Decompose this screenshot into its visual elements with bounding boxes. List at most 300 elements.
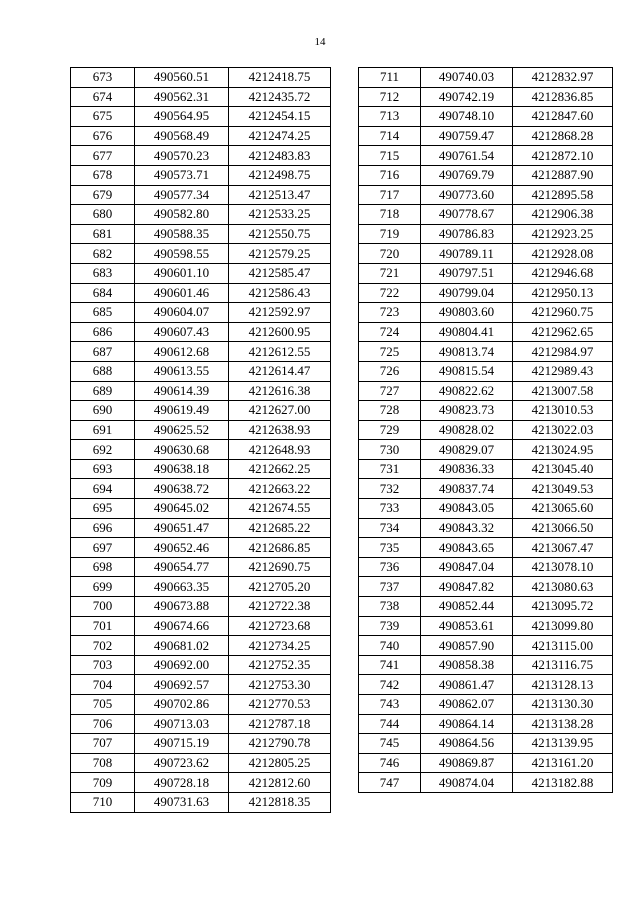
table-row [71,126,331,146]
table-row [359,557,613,577]
point-number-cell: 718 [359,205,421,225]
x-coordinate-cell: 490607.43 [135,322,229,342]
table-row [359,283,613,303]
point-number-cell: 728 [359,401,421,421]
y-coordinate-cell: 4212579.25 [229,244,331,264]
table-row [359,303,613,323]
x-coordinate-cell: 490568.49 [135,126,229,146]
point-number-cell: 696 [71,518,135,538]
coordinates-table-left [70,67,331,813]
x-coordinate-cell: 490822.62 [421,381,513,401]
table-row [71,263,331,283]
x-coordinate-cell: 490638.18 [135,459,229,479]
x-coordinate-cell: 490723.62 [135,753,229,773]
table-row [71,401,331,421]
y-coordinate-cell: 4212923.25 [513,224,613,244]
point-number-cell: 723 [359,303,421,323]
table-row [359,734,613,754]
table-row [359,420,613,440]
point-number-cell: 705 [71,695,135,715]
y-coordinate-cell: 4212498.75 [229,165,331,185]
table-row [71,361,331,381]
x-coordinate-cell: 490847.82 [421,577,513,597]
point-number-cell: 711 [359,68,421,88]
y-coordinate-cell: 4212872.10 [513,146,613,166]
x-coordinate-cell: 490663.35 [135,577,229,597]
point-number-cell: 710 [71,792,135,812]
y-coordinate-cell: 4212989.43 [513,361,613,381]
y-coordinate-cell: 4212790.78 [229,734,331,754]
table-row [359,165,613,185]
y-coordinate-cell: 4212627.00 [229,401,331,421]
x-coordinate-cell: 490829.07 [421,440,513,460]
y-coordinate-cell: 4212685.22 [229,518,331,538]
table-row [359,655,613,675]
x-coordinate-cell: 490773.60 [421,185,513,205]
y-coordinate-cell: 4212705.20 [229,577,331,597]
point-number-cell: 734 [359,518,421,538]
table-row [71,773,331,793]
point-number-cell: 686 [71,322,135,342]
x-coordinate-cell: 490857.90 [421,636,513,656]
x-coordinate-cell: 490769.79 [421,165,513,185]
table-row [359,538,613,558]
y-coordinate-cell: 4212454.15 [229,107,331,127]
point-number-cell: 690 [71,401,135,421]
point-number-cell: 746 [359,753,421,773]
x-coordinate-cell: 490862.07 [421,695,513,715]
table-row [359,87,613,107]
point-number-cell: 679 [71,185,135,205]
x-coordinate-cell: 490604.07 [135,303,229,323]
x-coordinate-cell: 490673.88 [135,597,229,617]
table-row [359,107,613,127]
x-coordinate-cell: 490654.77 [135,557,229,577]
coordinates-table-right-body [359,68,613,793]
y-coordinate-cell: 4212895.58 [513,185,613,205]
table-row [71,244,331,264]
point-number-cell: 677 [71,146,135,166]
point-number-cell: 726 [359,361,421,381]
point-number-cell: 680 [71,205,135,225]
y-coordinate-cell: 4212950.13 [513,283,613,303]
table-row [359,185,613,205]
point-number-cell: 716 [359,165,421,185]
x-coordinate-cell: 490799.04 [421,283,513,303]
point-number-cell: 675 [71,107,135,127]
table-row [71,146,331,166]
point-number-cell: 676 [71,126,135,146]
y-coordinate-cell: 4212832.97 [513,68,613,88]
y-coordinate-cell: 4212686.85 [229,538,331,558]
x-coordinate-cell: 490864.14 [421,714,513,734]
x-coordinate-cell: 490613.55 [135,361,229,381]
x-coordinate-cell: 490598.55 [135,244,229,264]
table-row [359,518,613,538]
y-coordinate-cell: 4212984.97 [513,342,613,362]
point-number-cell: 721 [359,263,421,283]
y-coordinate-cell: 4212753.30 [229,675,331,695]
y-coordinate-cell: 4212585.47 [229,263,331,283]
x-coordinate-cell: 490836.33 [421,459,513,479]
x-coordinate-cell: 490601.10 [135,263,229,283]
y-coordinate-cell: 4213095.72 [513,597,613,617]
y-coordinate-cell: 4212723.68 [229,616,331,636]
y-coordinate-cell: 4213116.75 [513,655,613,675]
y-coordinate-cell: 4213024.95 [513,440,613,460]
point-number-cell: 695 [71,499,135,519]
y-coordinate-cell: 4213182.88 [513,773,613,793]
point-number-cell: 740 [359,636,421,656]
table-row [359,597,613,617]
x-coordinate-cell: 490612.68 [135,342,229,362]
point-number-cell: 737 [359,577,421,597]
x-coordinate-cell: 490728.18 [135,773,229,793]
y-coordinate-cell: 4213130.30 [513,695,613,715]
x-coordinate-cell: 490740.03 [421,68,513,88]
point-number-cell: 692 [71,440,135,460]
table-row [359,244,613,264]
table-row [359,381,613,401]
table-row [71,538,331,558]
table-row [71,479,331,499]
point-number-cell: 719 [359,224,421,244]
x-coordinate-cell: 490786.83 [421,224,513,244]
table-row [71,381,331,401]
point-number-cell: 688 [71,361,135,381]
table-row [71,616,331,636]
point-number-cell: 709 [71,773,135,793]
x-coordinate-cell: 490692.57 [135,675,229,695]
table-row [359,695,613,715]
table-row [71,675,331,695]
point-number-cell: 697 [71,538,135,558]
point-number-cell: 736 [359,557,421,577]
x-coordinate-cell: 490638.72 [135,479,229,499]
x-coordinate-cell: 490742.19 [421,87,513,107]
table-row [71,734,331,754]
y-coordinate-cell: 4212868.28 [513,126,613,146]
point-number-cell: 712 [359,87,421,107]
x-coordinate-cell: 490858.38 [421,655,513,675]
x-coordinate-cell: 490803.60 [421,303,513,323]
table-row [359,224,613,244]
y-coordinate-cell: 4212612.55 [229,342,331,362]
x-coordinate-cell: 490761.54 [421,146,513,166]
y-coordinate-cell: 4212752.35 [229,655,331,675]
point-number-cell: 687 [71,342,135,362]
point-number-cell: 708 [71,753,135,773]
x-coordinate-cell: 490843.05 [421,499,513,519]
point-number-cell: 673 [71,68,135,88]
y-coordinate-cell: 4212674.55 [229,499,331,519]
point-number-cell: 700 [71,597,135,617]
table-row [359,342,613,362]
point-number-cell: 738 [359,597,421,617]
table-row [71,283,331,303]
page-number: 14 [314,36,326,48]
x-coordinate-cell: 490692.00 [135,655,229,675]
y-coordinate-cell: 4212513.47 [229,185,331,205]
y-coordinate-cell: 4213066.50 [513,518,613,538]
table-row [359,714,613,734]
y-coordinate-cell: 4212616.38 [229,381,331,401]
x-coordinate-cell: 490713.03 [135,714,229,734]
table-row [359,499,613,519]
point-number-cell: 678 [71,165,135,185]
point-number-cell: 747 [359,773,421,793]
x-coordinate-cell: 490797.51 [421,263,513,283]
x-coordinate-cell: 490573.71 [135,165,229,185]
y-coordinate-cell: 4213067.47 [513,538,613,558]
x-coordinate-cell: 490601.46 [135,283,229,303]
x-coordinate-cell: 490570.23 [135,146,229,166]
point-number-cell: 701 [71,616,135,636]
table-row [71,636,331,656]
y-coordinate-cell: 4212946.68 [513,263,613,283]
x-coordinate-cell: 490702.86 [135,695,229,715]
y-coordinate-cell: 4213007.58 [513,381,613,401]
table-row [71,205,331,225]
y-coordinate-cell: 4213045.40 [513,459,613,479]
table-row [359,440,613,460]
y-coordinate-cell: 4212928.08 [513,244,613,264]
point-number-cell: 698 [71,557,135,577]
point-number-cell: 722 [359,283,421,303]
point-number-cell: 713 [359,107,421,127]
point-number-cell: 683 [71,263,135,283]
y-coordinate-cell: 4212770.53 [229,695,331,715]
table-row [71,753,331,773]
y-coordinate-cell: 4212663.22 [229,479,331,499]
table-row [71,577,331,597]
y-coordinate-cell: 4212722.38 [229,597,331,617]
y-coordinate-cell: 4213128.13 [513,675,613,695]
y-coordinate-cell: 4213080.63 [513,577,613,597]
table-row [359,361,613,381]
y-coordinate-cell: 4212847.60 [513,107,613,127]
y-coordinate-cell: 4212906.38 [513,205,613,225]
point-number-cell: 693 [71,459,135,479]
x-coordinate-cell: 490614.39 [135,381,229,401]
table-row [71,440,331,460]
x-coordinate-cell: 490759.47 [421,126,513,146]
table-row [359,459,613,479]
point-number-cell: 703 [71,655,135,675]
point-number-cell: 681 [71,224,135,244]
point-number-cell: 694 [71,479,135,499]
point-number-cell: 674 [71,87,135,107]
y-coordinate-cell: 4212435.72 [229,87,331,107]
y-coordinate-cell: 4213049.53 [513,479,613,499]
point-number-cell: 684 [71,283,135,303]
table-row [71,322,331,342]
table-row [71,792,331,812]
x-coordinate-cell: 490674.66 [135,616,229,636]
point-number-cell: 689 [71,381,135,401]
y-coordinate-cell: 4213010.53 [513,401,613,421]
x-coordinate-cell: 490789.11 [421,244,513,264]
x-coordinate-cell: 490778.67 [421,205,513,225]
table-row [359,616,613,636]
table-row [359,146,613,166]
x-coordinate-cell: 490843.32 [421,518,513,538]
x-coordinate-cell: 490630.68 [135,440,229,460]
y-coordinate-cell: 4212474.25 [229,126,331,146]
point-number-cell: 707 [71,734,135,754]
x-coordinate-cell: 490651.47 [135,518,229,538]
table-row [71,597,331,617]
y-coordinate-cell: 4212533.25 [229,205,331,225]
point-number-cell: 704 [71,675,135,695]
point-number-cell: 706 [71,714,135,734]
table-row [71,695,331,715]
table-row [359,773,613,793]
table-row [71,68,331,88]
y-coordinate-cell: 4213138.28 [513,714,613,734]
y-coordinate-cell: 4212818.35 [229,792,331,812]
x-coordinate-cell: 490577.34 [135,185,229,205]
table-row [71,224,331,244]
x-coordinate-cell: 490731.63 [135,792,229,812]
table-row [71,714,331,734]
point-number-cell: 699 [71,577,135,597]
y-coordinate-cell: 4212734.25 [229,636,331,656]
x-coordinate-cell: 490852.44 [421,597,513,617]
table-row [359,205,613,225]
y-coordinate-cell: 4213099.80 [513,616,613,636]
point-number-cell: 682 [71,244,135,264]
point-number-cell: 720 [359,244,421,264]
table-row [71,420,331,440]
table-row [71,655,331,675]
point-number-cell: 691 [71,420,135,440]
point-number-cell: 743 [359,695,421,715]
table-row [71,185,331,205]
x-coordinate-cell: 490861.47 [421,675,513,695]
table-row [359,577,613,597]
point-number-cell: 729 [359,420,421,440]
x-coordinate-cell: 490815.54 [421,361,513,381]
table-row [359,126,613,146]
point-number-cell: 714 [359,126,421,146]
x-coordinate-cell: 490748.10 [421,107,513,127]
x-coordinate-cell: 490582.80 [135,205,229,225]
y-coordinate-cell: 4212787.18 [229,714,331,734]
y-coordinate-cell: 4213065.60 [513,499,613,519]
x-coordinate-cell: 490813.74 [421,342,513,362]
y-coordinate-cell: 4213022.03 [513,420,613,440]
point-number-cell: 733 [359,499,421,519]
y-coordinate-cell: 4212600.95 [229,322,331,342]
table-row [359,322,613,342]
table-row [71,557,331,577]
y-coordinate-cell: 4213115.00 [513,636,613,656]
y-coordinate-cell: 4212887.90 [513,165,613,185]
y-coordinate-cell: 4212662.25 [229,459,331,479]
y-coordinate-cell: 4212805.25 [229,753,331,773]
x-coordinate-cell: 490823.73 [421,401,513,421]
y-coordinate-cell: 4213078.10 [513,557,613,577]
x-coordinate-cell: 490625.52 [135,420,229,440]
y-coordinate-cell: 4213161.20 [513,753,613,773]
x-coordinate-cell: 490645.02 [135,499,229,519]
x-coordinate-cell: 490652.46 [135,538,229,558]
y-coordinate-cell: 4213139.95 [513,734,613,754]
y-coordinate-cell: 4212614.47 [229,361,331,381]
y-coordinate-cell: 4212962.65 [513,322,613,342]
x-coordinate-cell: 490560.51 [135,68,229,88]
table-row [359,263,613,283]
x-coordinate-cell: 490562.31 [135,87,229,107]
x-coordinate-cell: 490681.02 [135,636,229,656]
point-number-cell: 727 [359,381,421,401]
table-row [359,479,613,499]
table-row [359,636,613,656]
y-coordinate-cell: 4212418.75 [229,68,331,88]
point-number-cell: 739 [359,616,421,636]
table-row [359,753,613,773]
x-coordinate-cell: 490715.19 [135,734,229,754]
table-row [71,107,331,127]
x-coordinate-cell: 490843.65 [421,538,513,558]
y-coordinate-cell: 4212812.60 [229,773,331,793]
y-coordinate-cell: 4212586.43 [229,283,331,303]
point-number-cell: 744 [359,714,421,734]
table-row [359,68,613,88]
x-coordinate-cell: 490828.02 [421,420,513,440]
x-coordinate-cell: 490847.04 [421,557,513,577]
point-number-cell: 685 [71,303,135,323]
y-coordinate-cell: 4212648.93 [229,440,331,460]
y-coordinate-cell: 4212960.75 [513,303,613,323]
x-coordinate-cell: 490588.35 [135,224,229,244]
point-number-cell: 732 [359,479,421,499]
x-coordinate-cell: 490874.04 [421,773,513,793]
table-row [71,87,331,107]
table-row [71,459,331,479]
x-coordinate-cell: 490619.49 [135,401,229,421]
point-number-cell: 715 [359,146,421,166]
x-coordinate-cell: 490853.61 [421,616,513,636]
point-number-cell: 731 [359,459,421,479]
y-coordinate-cell: 4212550.75 [229,224,331,244]
point-number-cell: 741 [359,655,421,675]
y-coordinate-cell: 4212483.83 [229,146,331,166]
x-coordinate-cell: 490564.95 [135,107,229,127]
y-coordinate-cell: 4212836.85 [513,87,613,107]
point-number-cell: 735 [359,538,421,558]
point-number-cell: 730 [359,440,421,460]
coordinates-table-left-body [71,68,331,813]
point-number-cell: 724 [359,322,421,342]
table-row [359,401,613,421]
coordinates-table-right [358,67,613,793]
y-coordinate-cell: 4212592.97 [229,303,331,323]
x-coordinate-cell: 490837.74 [421,479,513,499]
table-row [71,165,331,185]
point-number-cell: 745 [359,734,421,754]
x-coordinate-cell: 490804.41 [421,322,513,342]
x-coordinate-cell: 490869.87 [421,753,513,773]
table-row [359,675,613,695]
point-number-cell: 717 [359,185,421,205]
table-row [71,342,331,362]
table-row [71,499,331,519]
point-number-cell: 702 [71,636,135,656]
y-coordinate-cell: 4212638.93 [229,420,331,440]
point-number-cell: 742 [359,675,421,695]
